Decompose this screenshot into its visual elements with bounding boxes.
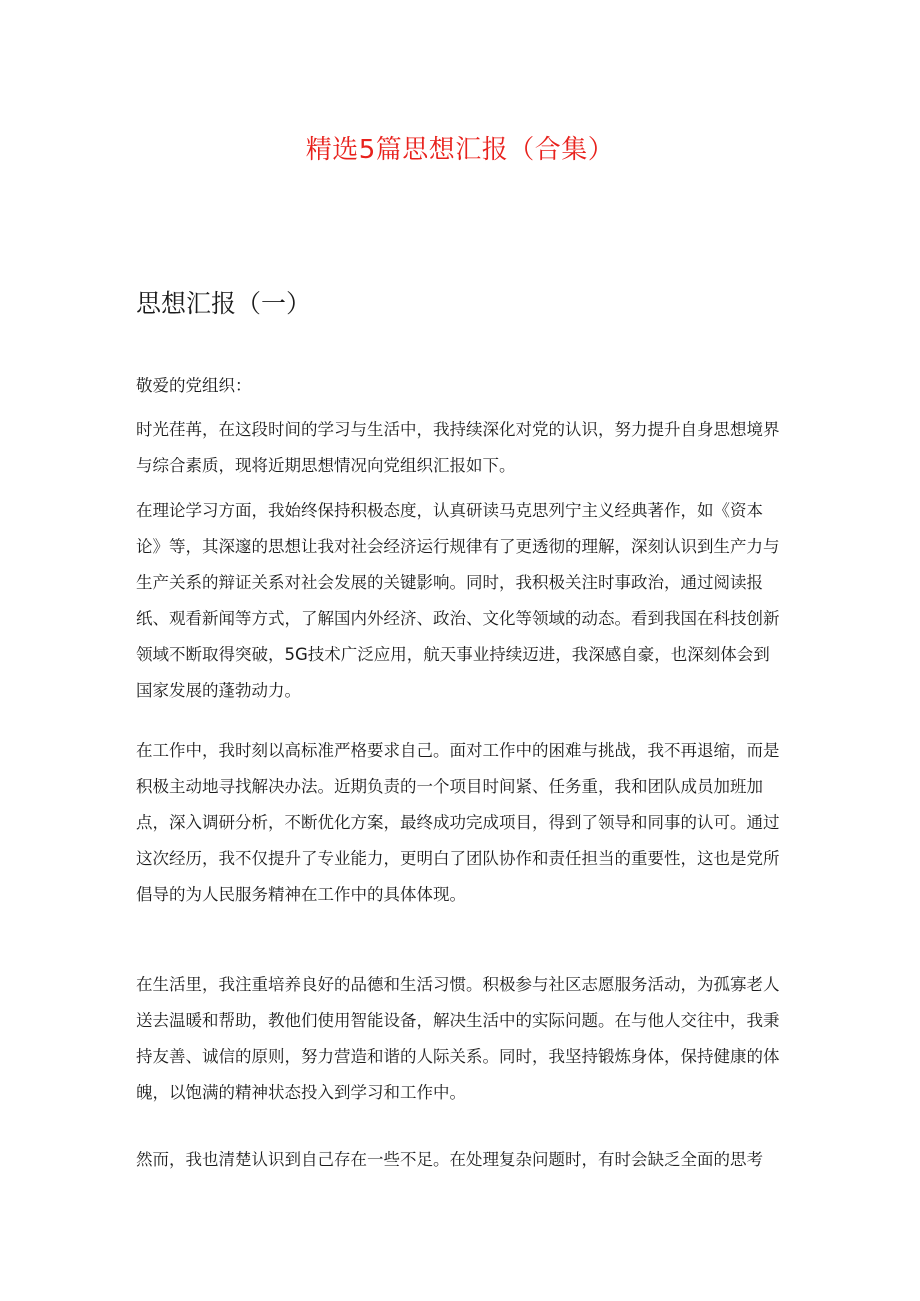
section-heading: 思想汇报（一） [136,289,312,318]
paragraph-work: 在工作中，我时刻以高标准严格要求自己。面对工作中的困难与挑战，我不再退缩，而是积极主动地寻找解决办法。近期负责的一个项目时间紧、任务重，我和团队成员加班加点，深入调研分析，不断优化方案，最终成功完成项目，得到了领导和同事的认可。通过这次经历，我不仅提升了专业能力，更明白了团队协作和责任担当的重要性，这也是党所倡导的为人民服务精神在工作中的具体体现。 [136,741,780,904]
paragraph-theory-study: 在理论学习方面，我始终保持积极态度，认真研读马克思列宁主义经典著作，如《资本论》等，其深邃的思想让我对社会经济运行规律有了更透彻的理解，深刻认识到生产力与生产关系的辩证关系对社会发展的关键影响。同时，我积极关注时事政治，通过阅读报纸、观看新闻等方式，了解国内外经济、政治、文化等领域的动态。看到我国在科技创新领域不断取得突破，5G技术广泛应用，航天事业持续迈进，我深感自豪，也深刻体会到国家发展的蓬勃动力。 [136,501,780,700]
paragraph-shortcomings: 然而，我也清楚认识到自己存在一些不足。在处理复杂问题时，有时会缺乏全面的思考 [136,1150,763,1169]
salutation: 敬爱的党组织： [136,376,252,395]
paragraph-intro: 时光荏苒，在这段时间的学习与生活中，我持续深化对党的认识，努力提升自身思想境界与综合素质，现将近期思想情况向党组织汇报如下。 [136,420,780,475]
document-title: 精选5篇思想汇报（合集） [305,135,615,165]
paragraph-life: 在生活里，我注重培养良好的品德和生活习惯。积极参与社区志愿服务活动，为孤寡老人送去温暖和帮助，教他们使用智能设备，解决生活中的实际问题。在与他人交往中，我秉持友善、诚信的原则，努力营造和谐的人际关系。同时，我坚持锻炼身体，保持健康的体魄，以饱满的精神状态投入到学习和工作中。 [136,975,780,1102]
